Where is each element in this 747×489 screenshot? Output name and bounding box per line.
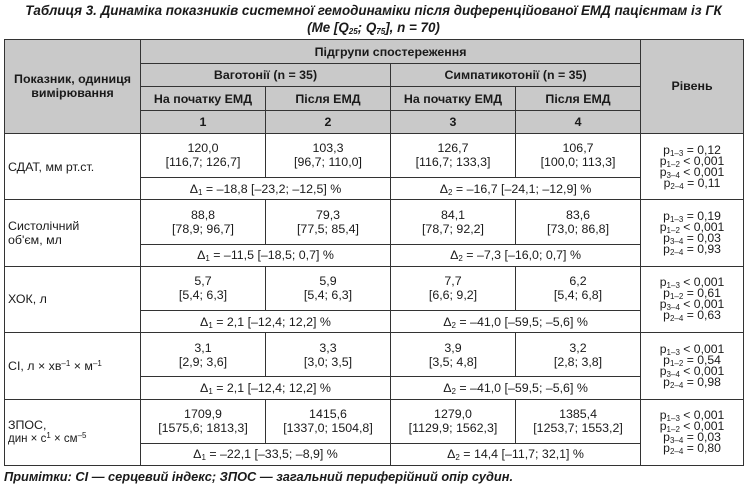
value-cell: 5,9 [5,4; 6,3] — [266, 266, 391, 310]
header-after-2: Після ЕМД — [516, 87, 641, 110]
header-before-1: На початку ЕМД — [141, 87, 266, 110]
caption-line-1: Таблиця 3. Динаміка показників системної гемодинаміки після диференційованої ЕМД пацієнтам із ГК — [25, 3, 722, 18]
level-cell: $p_{1-3} < 0,001$ $p_{1-2} = 0,54$ $p_{3-4} < 0,001$ $p_{2-4} = 0,98$ — [641, 333, 744, 399]
header-col-3: 3 — [391, 110, 516, 133]
table-notes: Примітки: CI — серцевий індекс; ЗПОС — загальний периферійний опір судин. — [4, 469, 514, 484]
header-before-2: На початку ЕМД — [391, 87, 516, 110]
value-cell: 6,2 [5,4; 6,8] — [516, 266, 641, 310]
value-cell: 88,8 [78,9; 96,7] — [141, 200, 266, 244]
table-row — [5, 399, 744, 443]
delta-cell: $\Delta_1 = -11,5$ [–18,5; 0,7] % — [141, 244, 391, 266]
value-cell: 84,1 [78,7; 92,2] — [391, 200, 516, 244]
table-row — [5, 266, 744, 310]
value-cell: 3,3 [3,0; 3,5] — [266, 333, 391, 377]
value-cell: 7,7 [6,6; 9,2] — [391, 266, 516, 310]
value-cell: 1415,6 [1337,0; 1504,8] — [266, 399, 391, 443]
header-subgroups: Підгрупи спостереження — [141, 40, 641, 64]
level-cell: $p_{1-3} = 0,12$ $p_{1-2} < 0,001$ $p_{3-4} < 0,001$ $p_{2-4} = 0,11$ — [641, 133, 744, 199]
header-col-4: 4 — [516, 110, 641, 133]
header-sympathicotonia: Симпатикотонії (n = 35) — [391, 64, 641, 87]
delta-cell: $\Delta_1 = -18,8$ [–23,2; –12,5] % — [141, 178, 391, 200]
row-label: СДАТ, мм рт.ст. — [5, 133, 141, 199]
table-row — [5, 133, 744, 177]
value-cell: 1709,9 [1575,6; 1813,3] — [141, 399, 266, 443]
delta-cell: $\Delta_2 = -41,0$ [–59,5; –5,6] % — [391, 310, 641, 332]
row-label: CI, $л \times хв^{-1} \times м^{-1}$ — [5, 333, 141, 399]
delta-cell: $\Delta_2 = -16,7$ [–24,1; –12,9] % — [391, 178, 641, 200]
caption-line-2: (Me [$Q_{25}$; $Q_{75}$], n = 70) — [307, 20, 440, 36]
delta-cell: $\Delta_1 = -22,1$ [–33,5; –8,9] % — [141, 443, 391, 465]
table-row — [5, 333, 744, 377]
header-vagotonia: Ваготонії (n = 35) — [141, 64, 391, 87]
value-cell: 5,7 [5,4; 6,3] — [141, 266, 266, 310]
header-col-1: 1 — [141, 110, 266, 133]
table-row — [5, 200, 744, 244]
value-cell: 103,3 [96,7; 110,0] — [266, 133, 391, 177]
row-label: Систолічний об'єм, мл — [5, 200, 141, 266]
delta-cell: $\Delta_1 = 2,1$ [–12,4; 12,2] % — [141, 377, 391, 399]
row-label: ХОК, л — [5, 266, 141, 332]
level-cell: $p_{1-3} < 0,001$ $p_{1-2} = 0,61$ $p_{3-4} < 0,001$ $p_{2-4} = 0,63$ — [641, 266, 744, 332]
hemodynamics-table — [4, 39, 744, 466]
delta-cell: $\Delta_2 = -7,3$ [–16,0; 0,7] % — [391, 244, 641, 266]
value-cell: 79,3 [77,5; 85,4] — [266, 200, 391, 244]
value-cell: 1385,4 [1253,7; 1553,2] — [516, 399, 641, 443]
level-cell: $p_{1-3} = 0,19$ $p_{1-2} < 0,001$ $p_{3-4} = 0,03$ $p_{2-4} = 0,93$ — [641, 200, 744, 266]
value-cell: 3,1 [2,9; 3,6] — [141, 333, 266, 377]
delta-cell: $\Delta_2 = 14,4$ [–11,7; 32,1] % — [391, 443, 641, 465]
header-indicator: Показник, одиниця вимірювання — [5, 40, 141, 134]
delta-cell: $\Delta_1 = 2,1$ [–12,4; 12,2] % — [141, 310, 391, 332]
value-cell: 83,6 [73,0; 86,8] — [516, 200, 641, 244]
value-cell: 3,9 [3,5; 4,8] — [391, 333, 516, 377]
value-cell: 126,7 [116,7; 133,3] — [391, 133, 516, 177]
table-caption — [0, 0, 747, 40]
value-cell: 1279,0 [1129,9; 1562,3] — [391, 399, 516, 443]
value-cell: 106,7 [100,0; 113,3] — [516, 133, 641, 177]
header-col-2: 2 — [266, 110, 391, 133]
level-cell: $p_{1-3} < 0,001$ $p_{1-2} < 0,001$ $p_{3-4} = 0,03$ $p_{2-4} = 0,80$ — [641, 399, 744, 466]
header-level: Рівень — [641, 40, 744, 134]
header-after-1: Після ЕМД — [266, 87, 391, 110]
value-cell: 3,2 [2,8; 3,8] — [516, 333, 641, 377]
value-cell: 120,0 [116,7; 126,7] — [141, 133, 266, 177]
delta-cell: $\Delta_2 = -41,0$ [–59,5; –5,6] % — [391, 377, 641, 399]
row-label: ЗПОС, дин × $с^1 \times см^{-5}$ — [5, 399, 141, 466]
